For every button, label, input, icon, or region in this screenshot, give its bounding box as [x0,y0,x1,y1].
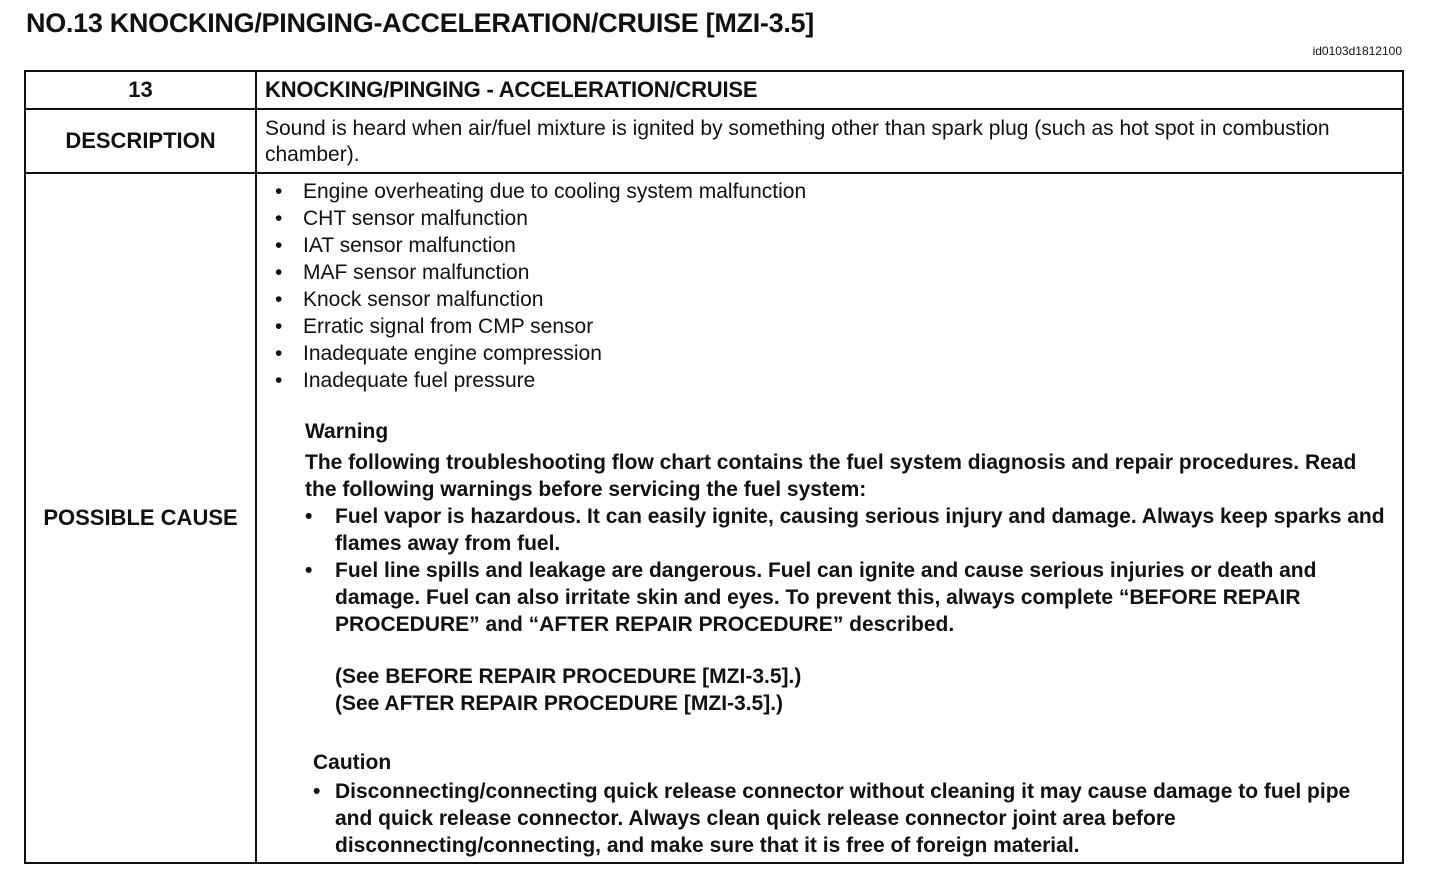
caution-heading: Caution [313,751,392,774]
warning-intro: The following troubleshooting flow chart contains the fuel system diagnosis and repair procedures. Read the following warnings before servicing the fuel system: [305,451,1357,501]
warning-heading: Warning [305,420,389,443]
cause-item: • IAT sensor malfunction [275,232,806,259]
see-after-repair-link[interactable]: (See AFTER REPAIR PROCEDURE [MZI-3.5].) [335,692,784,715]
symptom-table [24,70,1404,864]
description-label: DESCRIPTION [26,110,257,172]
cause-item: • MAF sensor malfunction [275,259,806,286]
cause-item: • Inadequate fuel pressure [275,367,806,394]
see-before-repair-link[interactable]: (See BEFORE REPAIR PROCEDURE [MZI-3.5].) [335,665,802,688]
cause-item: • Knock sensor malfunction [275,286,806,313]
description-text: Sound is heard when air/fuel mixture is ignited by something other than spark plug (such as hot spot in combustion chamber). [265,117,1330,166]
symptom-title-cell [257,72,1402,108]
symptom-number: 13 [26,72,257,108]
description-cell [257,110,1402,172]
cause-list [275,178,806,394]
symptom-title: KNOCKING/PINGING - ACCELERATION/CRUISE [265,77,758,102]
possible-cause-row [26,174,1402,862]
warning-item: • Fuel line spills and leakage are dangerous. Fuel can ignite and cause serious injuries or death and damage. Fuel can also irritate skin and eyes. To prevent this, always complete “BEFORE REPAIR PROCEDURE” and “AFTER REPAIR PROCEDURE” described. [305,557,1386,638]
possible-cause-cell [257,174,1402,862]
caution-item: • Disconnecting/connecting quick release connector without cleaning it may cause damage to fuel pipe and quick release connector. Always clean quick release connector joint area before disconnecting/connecting, and make sure that it is free of foreign material. [313,778,1386,859]
warning-item: • Fuel vapor is hazardous. It can easily ignite, causing serious injury and damage. Always keep sparks and flames away from fuel. [305,503,1386,557]
cause-item: • Engine overheating due to cooling system malfunction [275,178,806,205]
warning-list [305,503,1386,638]
description-row [26,110,1402,174]
caution-block [313,748,1386,859]
warning-block [305,417,1386,717]
cause-item: • CHT sensor malfunction [275,205,806,232]
table-header-row [26,72,1402,110]
document-id: id0103d1812100 [1312,44,1402,58]
possible-cause-label: POSSIBLE CAUSE [26,174,257,862]
cause-item: • Erratic signal from CMP sensor [275,313,806,340]
see-references [305,663,1386,717]
page-title: NO.13 KNOCKING/PINGING-ACCELERATION/CRUISE [MZI-3.5] [26,8,814,38]
cause-item: • Inadequate engine compression [275,340,806,367]
